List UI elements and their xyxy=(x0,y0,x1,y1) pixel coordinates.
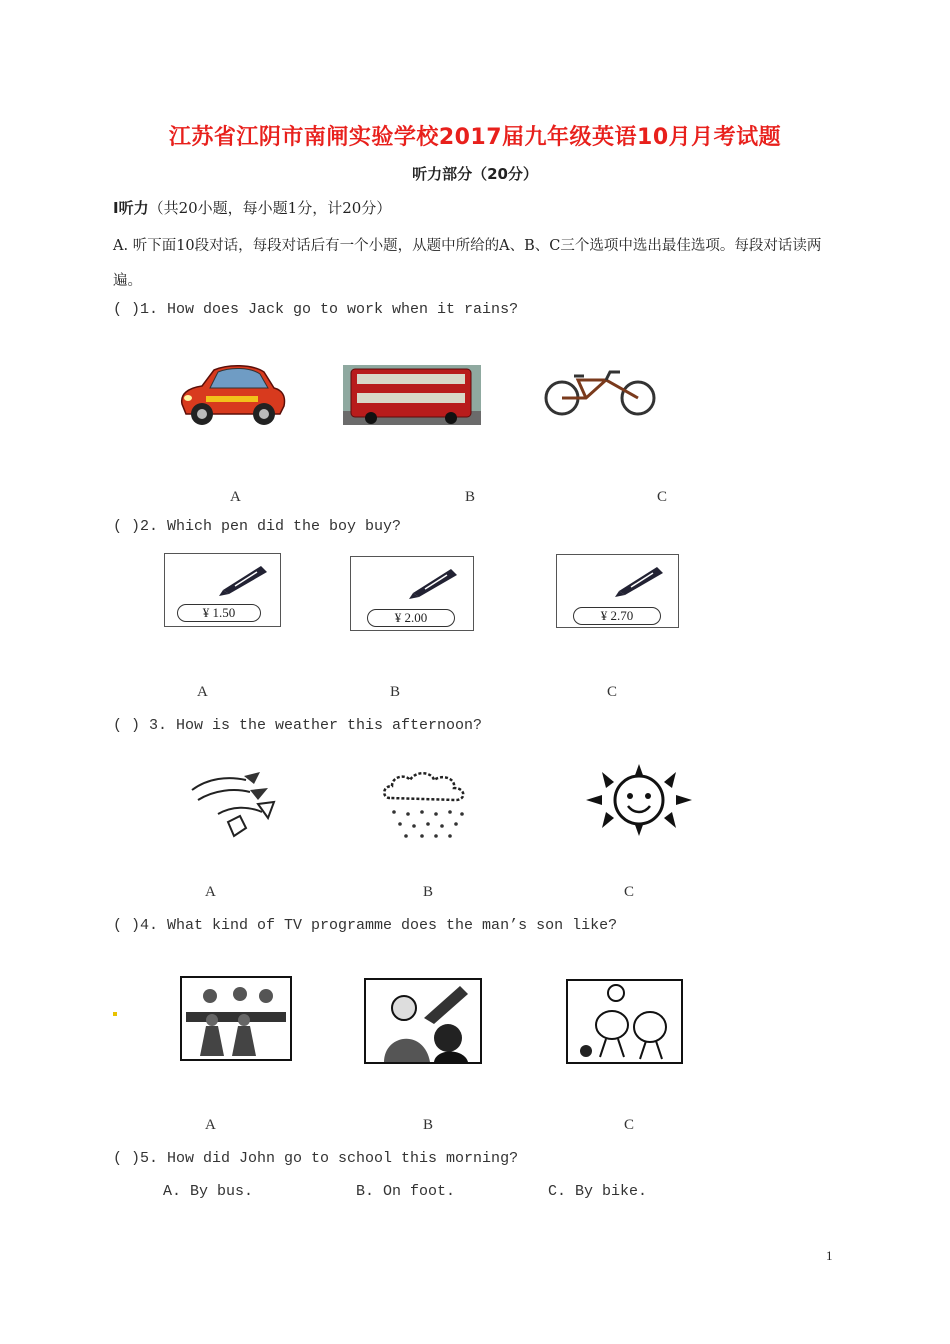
sunny-icon xyxy=(586,764,692,836)
option-label-b: B xyxy=(465,489,476,505)
pen-picture xyxy=(350,556,474,631)
instruction-text: A. 听下面10段对话，每段对话后有一个小题，从题中所给的A、B、C三个选项中选出最佳选项。每段对话读两遍。 xyxy=(113,238,822,289)
rainy-icon xyxy=(378,768,474,840)
pen-picture xyxy=(164,553,281,627)
option-label-c: C xyxy=(624,1117,635,1133)
option-label-a: A xyxy=(205,884,216,900)
option-label-a: A xyxy=(197,684,208,700)
marker-dot xyxy=(113,1012,117,1016)
bus-picture xyxy=(343,365,481,425)
pen-icon xyxy=(165,554,280,602)
option-a: A. By bus. xyxy=(163,1183,254,1200)
pen-icon xyxy=(557,555,678,603)
question-4: ( )4. What kind of TV programme does the man’s son like? xyxy=(113,917,618,934)
option-label-c: C xyxy=(607,684,618,700)
document-title: 江苏省江阴市南闸实验学校2017届九年级英语10月月考试题 xyxy=(168,125,782,150)
option-label-c: C xyxy=(624,884,635,900)
option-label-b: B xyxy=(423,1117,434,1133)
news-picture xyxy=(180,976,292,1061)
price-tag: ¥ 2.00 xyxy=(367,609,455,627)
section-head: I听力 xyxy=(113,199,149,217)
bike-picture xyxy=(540,366,660,416)
page-number: 1 xyxy=(826,1248,833,1263)
price-tag: ¥ 2.70 xyxy=(573,607,661,625)
car-picture xyxy=(176,358,288,428)
section-desc: （共20小题，每小题1分，计20分） xyxy=(148,199,392,217)
question-3: ( ) 3. How is the weather this afternoon? xyxy=(113,717,483,734)
option-label-a: A xyxy=(205,1117,216,1133)
windy-icon xyxy=(188,770,284,840)
cartoon-picture xyxy=(566,979,683,1064)
option-label-a: A xyxy=(230,489,241,505)
pen-icon xyxy=(351,557,473,605)
comedy-picture xyxy=(364,978,482,1064)
question-1: ( )1. How does Jack go to work when it rains? xyxy=(113,301,519,318)
section-heading xyxy=(113,197,391,218)
question-5: ( )5. How did John go to school this morning? xyxy=(113,1150,519,1167)
option-b: B. On foot. xyxy=(356,1183,456,1200)
option-label-c: C xyxy=(657,489,668,505)
pen-picture xyxy=(556,554,679,628)
option-label-b: B xyxy=(390,684,401,700)
option-label-b: B xyxy=(423,884,434,900)
price-tag: ¥ 1.50 xyxy=(177,604,261,622)
question-2: ( )2. Which pen did the boy buy? xyxy=(113,518,402,535)
section-subtitle: 听力部分（20分） xyxy=(412,165,538,183)
option-c: C. By bike. xyxy=(548,1183,648,1200)
